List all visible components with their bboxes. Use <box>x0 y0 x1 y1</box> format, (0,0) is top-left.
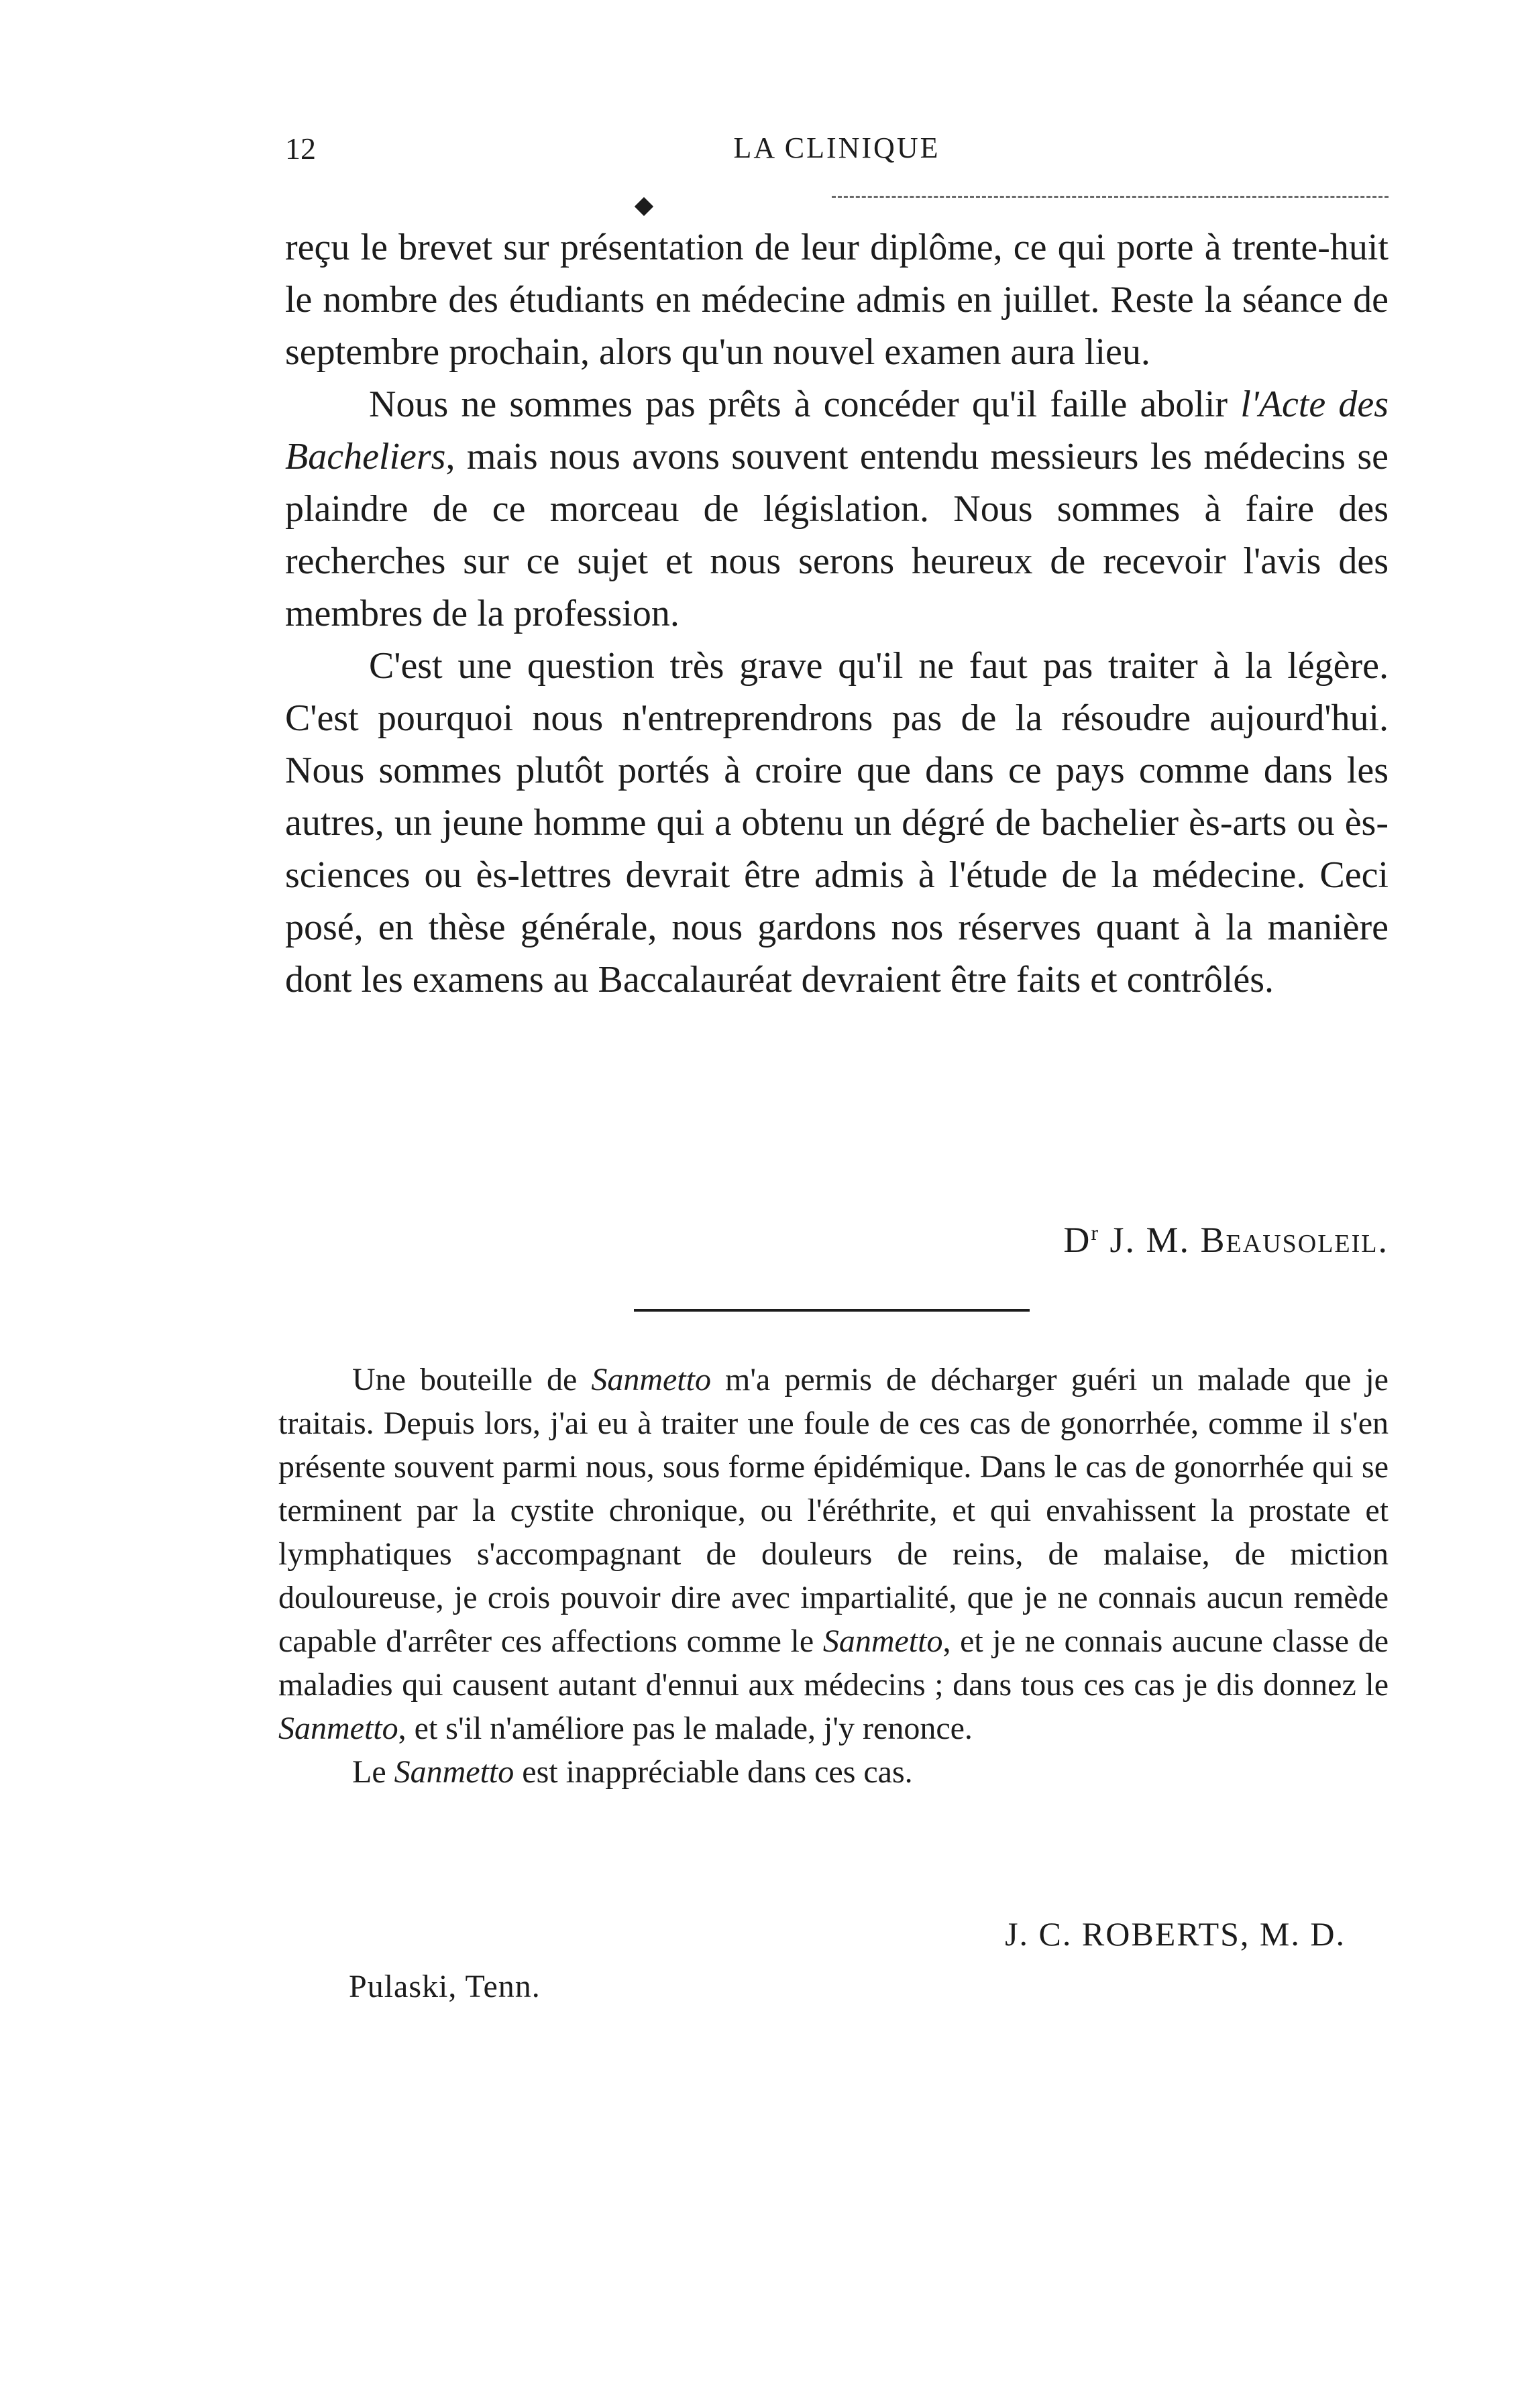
testimonial-text-a: Une bouteille de <box>352 1362 592 1397</box>
testimonial-paragraph-1 <box>278 1358 1389 1750</box>
article-paragraph-3: C'est une question très grave qu'il ne faut pas traiter à la légère. C'est pourquoi nous n'entreprendrons pas de la résoudre aujourd'hui. Nous sommes plutôt portés à croire que dans ce pays comme dans les autres, un jeune homme qui a obtenu un dégré de bachelier ès-arts ou ès-sciences ou ès-lettres devrait être admis à l'étude de la médecine. Ceci posé, en thèse générale, nous gardons nos réserves quant à la manière dont les examens au Baccalauréat devraient être faits et contrôlés. <box>285 645 1389 1000</box>
signature-initials: J. M. <box>1109 1220 1191 1260</box>
testimonial-paragraph-2 <box>278 1750 1389 1794</box>
running-header <box>285 131 1389 178</box>
testimonial-text-b: m'a permis de décharger guéri un malade que je traitais. Depuis lors, j'ai eu à traiter une foule de ces cas de gonorrhée, comme il s'en présente souvent parmi nous, sous forme épidémique. Dans le cas de gonorrhée qui se terminent par la cystite chronique, ou l'éréthrite, et qui envahissent la prostate et lymphatiques s'accompagnant de douleurs de reins, de malaise, de miction douloureuse, je crois pouvoir dire avec impartialité, que je ne connais aucun remède capable d'arrêter ces affections comme le <box>278 1362 1389 1659</box>
testimonial-text-e: Le <box>352 1754 394 1790</box>
ornament-dot <box>635 197 653 216</box>
product-name: Sanmetto <box>822 1623 943 1659</box>
product-name: Sanmetto <box>591 1362 711 1397</box>
article-paragraph-2-end: , mais nous avons souvent entendu messieurs les médecins se plaindre de ce morceau de législation. Nous sommes à faire des recherches sur ce sujet et nous serons heureux de recevoir l'avis des membres de la profession. <box>285 436 1389 634</box>
article-paragraph-1: reçu le brevet sur présentation de leur diplôme, ce qui porte à trente-huit le nombre des étudiants en médecine admis en juillet. Reste la séance de septembre prochain, alors qu'un nouvel examen aura lieu. <box>285 227 1389 373</box>
testimonial-text-c: , et je ne connais aucune classe de maladies qui causent autant d'ennui aux médecins ; dans tous ces cas je dis donnez le <box>278 1623 1389 1703</box>
article-paragraph-2-start: Nous ne sommes pas prêts à concéder qu'il faille abolir <box>369 384 1241 425</box>
section-separator <box>634 1309 1030 1312</box>
article-paragraph-2 <box>285 378 1389 640</box>
testimonial-location: Pulaski, Tenn. <box>349 1969 541 2004</box>
testimonial-block <box>278 1358 1389 1794</box>
testimonial-signature: J. C. ROBERTS, M. D. <box>1005 1915 1346 1953</box>
signature-title: D <box>1063 1220 1091 1260</box>
testimonial-text-d: , et s'il n'améliore pas le malade, j'y renonce. <box>398 1711 973 1746</box>
product-name: Sanmetto <box>394 1754 514 1790</box>
testimonial-text-f: est inappréciable dans ces cas. <box>514 1754 913 1790</box>
signature-surname: Beausoleil. <box>1200 1220 1389 1260</box>
page-number: 12 <box>285 131 316 166</box>
article-signature <box>1063 1219 1389 1261</box>
signature-title-superscript: r <box>1091 1220 1099 1245</box>
editorial-article <box>285 221 1389 1006</box>
running-title: LA CLINIQUE <box>733 131 940 164</box>
header-rule <box>832 196 1389 198</box>
product-name: Sanmetto <box>278 1711 398 1746</box>
acte-des-bacheliers-title: l'Acte des Bacheliers <box>285 384 1389 477</box>
